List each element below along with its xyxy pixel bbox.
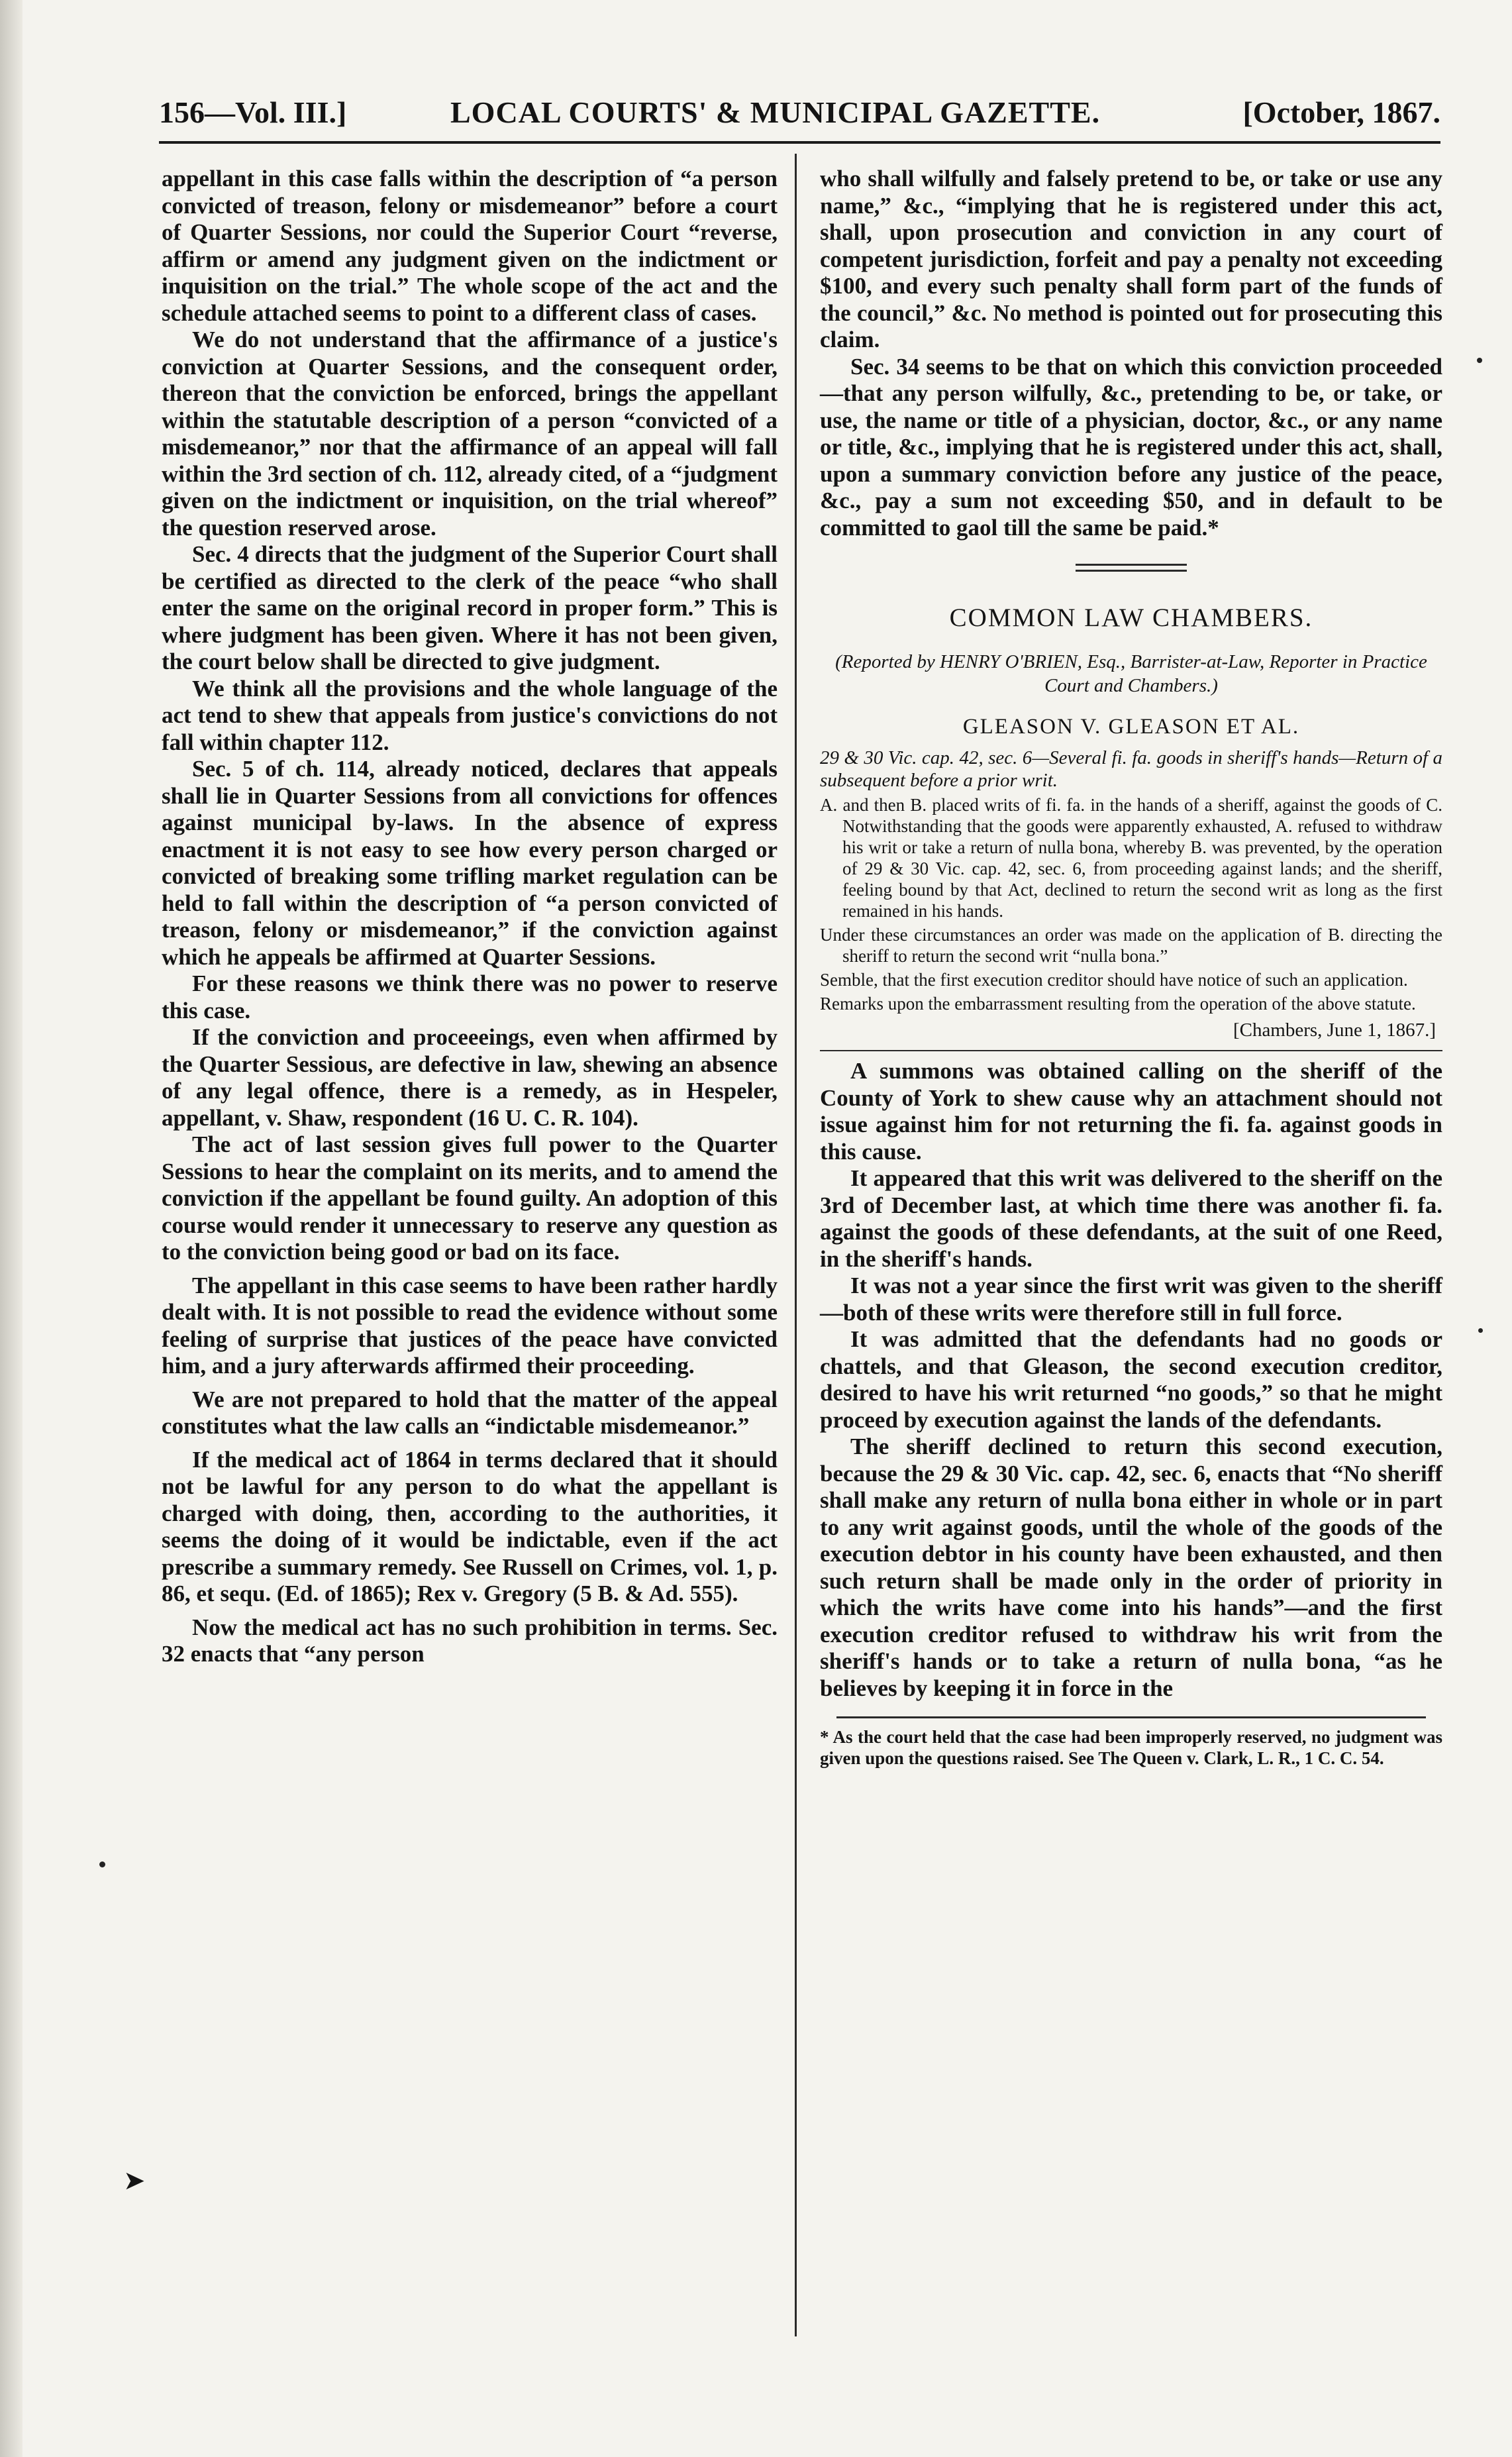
ink-speck-icon [1477, 358, 1482, 363]
reporter-credit: (Reported by HENRY O'BRIEN, Esq., Barrister-at-Law, Reporter in Practice Court and Chambers.) [835, 651, 1427, 696]
paragraph: Sec. 34 seems to be that on which this conviction proceeded—that any person wilfully, &c., pretending to be, or take, or use, the name or title of a physician, doctor, &c., or any name or title, &c., implying that he is registered under this act, shall, upon a summary conviction before any justice of the peace, &c., pay a sum not exceeding $50, and in default to be committed to gaol till the same be paid.* [820, 353, 1442, 541]
case-title: GLEASON V. GLEASON ET AL. [962, 715, 1300, 739]
paragraph: If the medical act of 1864 in terms declared that it should not be lawful for any person to do what the appellant is charged with doing, then, according to the authorities, it seems the doing of it would be indictable, even if the act prescribe a summary remedy. See Russell on Crimes, vol. 1, p. 86, et sequ. (Ed. of 1865); Rex v. Gregory (5 B. & Ad. 555). [162, 1446, 778, 1606]
paragraph: We are not prepared to hold that the matter of the appeal constitutes what the law calls an “indictable misdemeanor.” [162, 1386, 778, 1439]
paragraph: The act of last session gives full power to the Quarter Sessions to hear the complaint on its merits, and to amend the conviction if the appellant be found guilty. An adoption of this course would render it unnecessary to reserve any question as to the conviction being good or bad on its face. [162, 1131, 778, 1265]
page-header [159, 93, 1440, 139]
left-column [162, 166, 778, 1668]
section-divider [820, 564, 1442, 572]
paragraph: appellant in this case falls within the description of “a person convicted of treason, felony or misdemeanor” before a court of Quarter Sessions, nor could the Superior Court “reverse, affirm or amend any judgment given on the indictment or inquisition on the trial.” The whole scope of the act and the schedule attached seems to point to a different class of cases. [162, 166, 778, 326]
paragraph: If the conviction and proceeeings, even when affirmed by the Quarter Sessious, are defective in law, shewing an absence of any legal offence, there is a remedy, as in Hespeler, appellant, v. Shaw, respondent (16 U. C. R. 104). [162, 1024, 778, 1131]
headnote: Remarks upon the embarrassment resulting from the operation of the above statute. [820, 994, 1416, 1014]
paragraph: It appeared that this writ was delivered to the sheriff on the 3rd of December last, at which time there was another fi. fa. against the goods of these defendants, at the suit of one Reed, in the sheriff's hands. [820, 1165, 1442, 1272]
page-binding-edge [0, 0, 23, 2457]
ink-speck-icon [1478, 1328, 1483, 1333]
issue-date: [October, 1867. [1242, 95, 1440, 129]
page-number: 156—Vol. III.] [159, 95, 347, 129]
paragraph: It was admitted that the defendants had no goods or chattels, and that Gleason, the second execution creditor, desired to have his writ returned “no goods,” so that he might proceed by execution against the lands of the defendants. [820, 1326, 1442, 1433]
paragraph: It was not a year since the first writ was given to the sheriff—both of these writs were therefore still in full force. [820, 1273, 1442, 1326]
header-rule [159, 141, 1440, 144]
section-title: COMMON LAW CHAMBERS. [949, 603, 1313, 632]
footnote: * As the court held that the case had been improperly reserved, no judgment was given upon the questions raised. See The Queen v. Clark, L. R., 1 C. C. 54. [820, 1727, 1442, 1768]
paragraph: Now the medical act has no such prohibition in terms. Sec. 32 enacts that “any person [162, 1614, 778, 1667]
ink-speck-icon [99, 1861, 105, 1867]
column-divider [795, 154, 797, 2336]
headnote-rule [820, 1050, 1442, 1051]
statute-note: 29 & 30 Vic. cap. 42, sec. 6—Several fi. fa. goods in sheriff's hands—Return of a subsequent before a prior writ. [820, 747, 1442, 791]
paragraph: We do not understand that the affirmance of a justice's conviction at Quarter Sessions, and the consequent order, thereon that the conviction be enforced, brings the appellant within the statutable description of a person “convicted of a misdemeanor,” nor that the affirmance of an appeal will fall within the 3rd section of ch. 112, already cited, of a “judgment given on the indictment or inquisition, on the trial whereof” the question reserved arose. [162, 327, 778, 541]
headnote: Semble, that the first execution creditor should have notice of such an application. [820, 970, 1408, 990]
right-column [820, 166, 1442, 1769]
margin-pointer-icon: ➤ [123, 2166, 146, 2195]
publication-title: LOCAL COURTS' & MUNICIPAL GAZETTE. [450, 95, 1101, 129]
footnote-rule [836, 1716, 1426, 1718]
divider-rule-top [1076, 564, 1187, 566]
paragraph: We think all the provisions and the whole language of the act tend to shew that appeals from justice's convictions do not fall within chapter 112. [162, 675, 778, 755]
paragraph: For these reasons we think there was no power to reserve this case. [162, 970, 778, 1023]
headnote: Under these circumstances an order was made on the application of B. directing the sheriff to return the second writ “nulla bona.” [820, 925, 1442, 966]
divider-rule-bottom [1076, 570, 1187, 572]
headnote: A. and then B. placed writs of fi. fa. in the hands of a sheriff, against the goods of C. Notwithstanding that the goods were apparently exhausted, A. refused to withdraw his writ or take a return of nulla bona, whereby B. was prevented, by the operation of 29 & 30 Vic. cap. 42, sec. 6, from proceeding against lands; and the sheriff, feeling bound by that Act, declined to return the second writ as long as the first remained in his hands. [820, 795, 1442, 921]
paragraph: who shall wilfully and falsely pretend to be, or take or use any name,” &c., “implying that he is registered under this act, shall, upon prosecution and conviction in any court of competent jurisdiction, forfeit and pay a penalty not exceeding $100, and every such penalty shall form part of the funds of the council,” &c. No method is pointed out for prosecuting this claim. [820, 166, 1442, 352]
paragraph: A summons was obtained calling on the sheriff of the County of York to shew cause why an attachment should not issue against him for not returning the fi. fa. against goods in this cause. [820, 1058, 1442, 1165]
paragraph: The appellant in this case seems to have been rather hardly dealt with. It is not possible to read the evidence without some feeling of surprise that justices of the peace have convicted him, and a jury afterwards affirmed their proceeding. [162, 1272, 778, 1379]
paragraph: The sheriff declined to return this second execution, because the 29 & 30 Vic. cap. 42, sec. 6, enacts that “No sheriff shall make any return of nulla bona either in whole or in part to any writ against goods, until the whole of the goods of the execution debtor in his county have been exhausted, and then such return shall be made only in the order of priority in which the writs have come into his hands”—and the first execution creditor refused to withdraw his writ from the sheriff's hands or to take a return of nulla bona, “as he believes by keeping it in force in the [820, 1434, 1442, 1701]
paragraph: Sec. 5 of ch. 114, already noticed, declares that appeals shall lie in Quarter Sessions from all convictions for offences against municipal by-laws. In the absence of express enactment it is not easy to see how every person charged or convicted of breaking some trifling market regulation can be held to fall within the description of “a person convicted of treason, felony or misdemeanor,” if the conviction against which he appeals be affirmed at Quarter Sessions. [162, 756, 778, 970]
chambers-date: [Chambers, June 1, 1867.] [1233, 1019, 1436, 1041]
paragraph: Sec. 4 directs that the judgment of the Superior Court shall be certified as directed to the clerk of the peace “who shall enter the same on the original record in proper form.” This is where judgment has been given. Where it has not been given, the court below shall be directed to give judgment. [162, 541, 778, 674]
